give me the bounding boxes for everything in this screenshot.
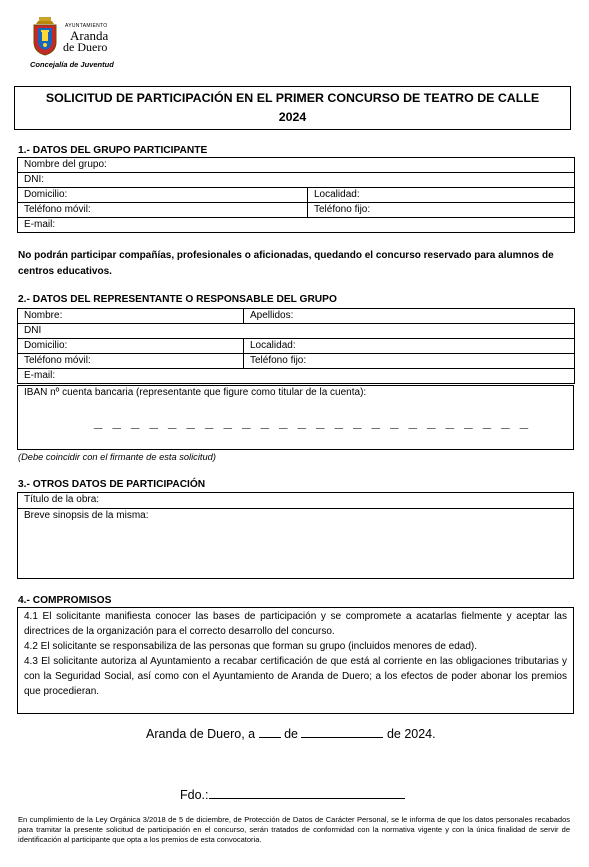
- rep-locality-field[interactable]: Localidad:: [244, 339, 575, 354]
- signer-match-note: (Debe coincidir con el firmante de esta solicitud): [18, 452, 216, 462]
- data-protection-notice: En cumplimiento de la Ley Orgánica 3/2018 de 5 de diciembre, de Protección de Datos de Carácter Personal, se le informa de que los datos personales recabados para tramitar la presente solicitud de participación en el concurso, serán tratados de conformidad con la normativa vigente y con la única finalidad de servir de identificación al participante que opta a los premios de esta convocatoria.: [18, 815, 570, 844]
- month-blank[interactable]: [301, 737, 383, 738]
- section2-heading: 2.- DATOS DEL REPRESENTANTE O RESPONSABLE DEL GRUPO: [18, 294, 337, 305]
- eligibility-note: No podrán participar compañías, profesionales o aficionadas, quedando el concurso reservado para alumnos de centros educativos.: [18, 250, 554, 277]
- signature-label: Fdo.:: [180, 788, 209, 802]
- group-locality-field[interactable]: Localidad:: [308, 188, 575, 203]
- group-mobile-field[interactable]: Teléfono móvil:: [18, 203, 308, 218]
- commitment-item: 4.1 El solicitante manifiesta conocer las bases de participación y se compromete a acatarlas fielmente y aceptar las directrices de la organización para el correcto desarrollo del concurso.: [24, 611, 567, 637]
- group-dni-field[interactable]: DNI:: [18, 173, 575, 188]
- day-blank[interactable]: [259, 737, 281, 738]
- date-year: de 2024.: [386, 727, 436, 741]
- form-title: SOLICITUD DE PARTICIPACIÓN EN EL PRIMER CONCURSO DE TEATRO DE CALLE 2024: [14, 86, 571, 130]
- work-title-label: Título de la obra:: [24, 494, 100, 505]
- group-landline-field[interactable]: Teléfono fijo:: [308, 203, 575, 218]
- rep-landline-field[interactable]: Teléfono fijo:: [244, 354, 575, 369]
- commitment-item: 4.3 El solicitante autoriza al Ayuntamiento a recabar certificación de que está al corriente en las obligaciones tributarias y con la Seguridad Social, así como con el Ayuntamiento de Aranda de Duero; a los efectos de poder abonar los premios que procedieran.: [24, 656, 567, 697]
- rep-dni-field[interactable]: DNI: [18, 324, 575, 339]
- date-de: de: [284, 727, 298, 741]
- rep-surname-field[interactable]: Apellidos:: [244, 309, 575, 324]
- group-name-field[interactable]: Nombre del grupo:: [18, 158, 575, 173]
- rep-address-field[interactable]: Domicilio:: [18, 339, 244, 354]
- section1-heading: 1.- DATOS DEL GRUPO PARTICIPANTE: [18, 145, 208, 156]
- iban-label: IBAN nº cuenta bancaria (representante que figure como titular de la cuenta):: [24, 387, 367, 398]
- commitment-item: 4.2 El solicitante se responsabiliza de las personas que forman su grupo (incluidos menores de edad).: [24, 641, 478, 652]
- date-place: Aranda de Duero, a: [146, 727, 256, 741]
- department-name: Concejalía de Juventud: [30, 60, 114, 69]
- rep-email-field[interactable]: E-mail:: [18, 369, 575, 384]
- ayuntamiento-label: AYUNTAMIENTO: [65, 23, 108, 29]
- section4-heading: 4.- COMPROMISOS: [18, 595, 112, 606]
- iban-field[interactable]: [17, 385, 574, 450]
- commitments-box: [17, 607, 574, 714]
- group-address-field[interactable]: Domicilio:: [18, 188, 308, 203]
- synopsis-label: Breve sinopsis de la misma:: [24, 510, 149, 521]
- representative-table: [17, 308, 575, 384]
- municipal-logo: [30, 16, 124, 70]
- rep-mobile-field[interactable]: Teléfono móvil:: [18, 354, 244, 369]
- date-line: [146, 727, 436, 741]
- coat-of-arms-icon: [30, 16, 60, 56]
- town-name-line2: de Duero: [63, 40, 108, 54]
- town-name-line1: Aranda: [70, 28, 109, 43]
- section3-heading: 3.- OTROS DATOS DE PARTICIPACIÓN: [18, 479, 206, 490]
- synopsis-field[interactable]: [17, 508, 574, 579]
- group-data-table: [17, 157, 575, 233]
- signature-blank[interactable]: [209, 798, 405, 799]
- signature-line: [180, 788, 405, 802]
- group-email-field[interactable]: E-mail:: [18, 218, 575, 233]
- rep-name-field[interactable]: Nombre:: [18, 309, 244, 324]
- work-title-field[interactable]: [17, 492, 574, 509]
- iban-digit-mask: _ _ _ _ _ _ _ _ _ _ _ _ _ _ _ _ _ _ _ _ _ _ _ _: [94, 414, 532, 431]
